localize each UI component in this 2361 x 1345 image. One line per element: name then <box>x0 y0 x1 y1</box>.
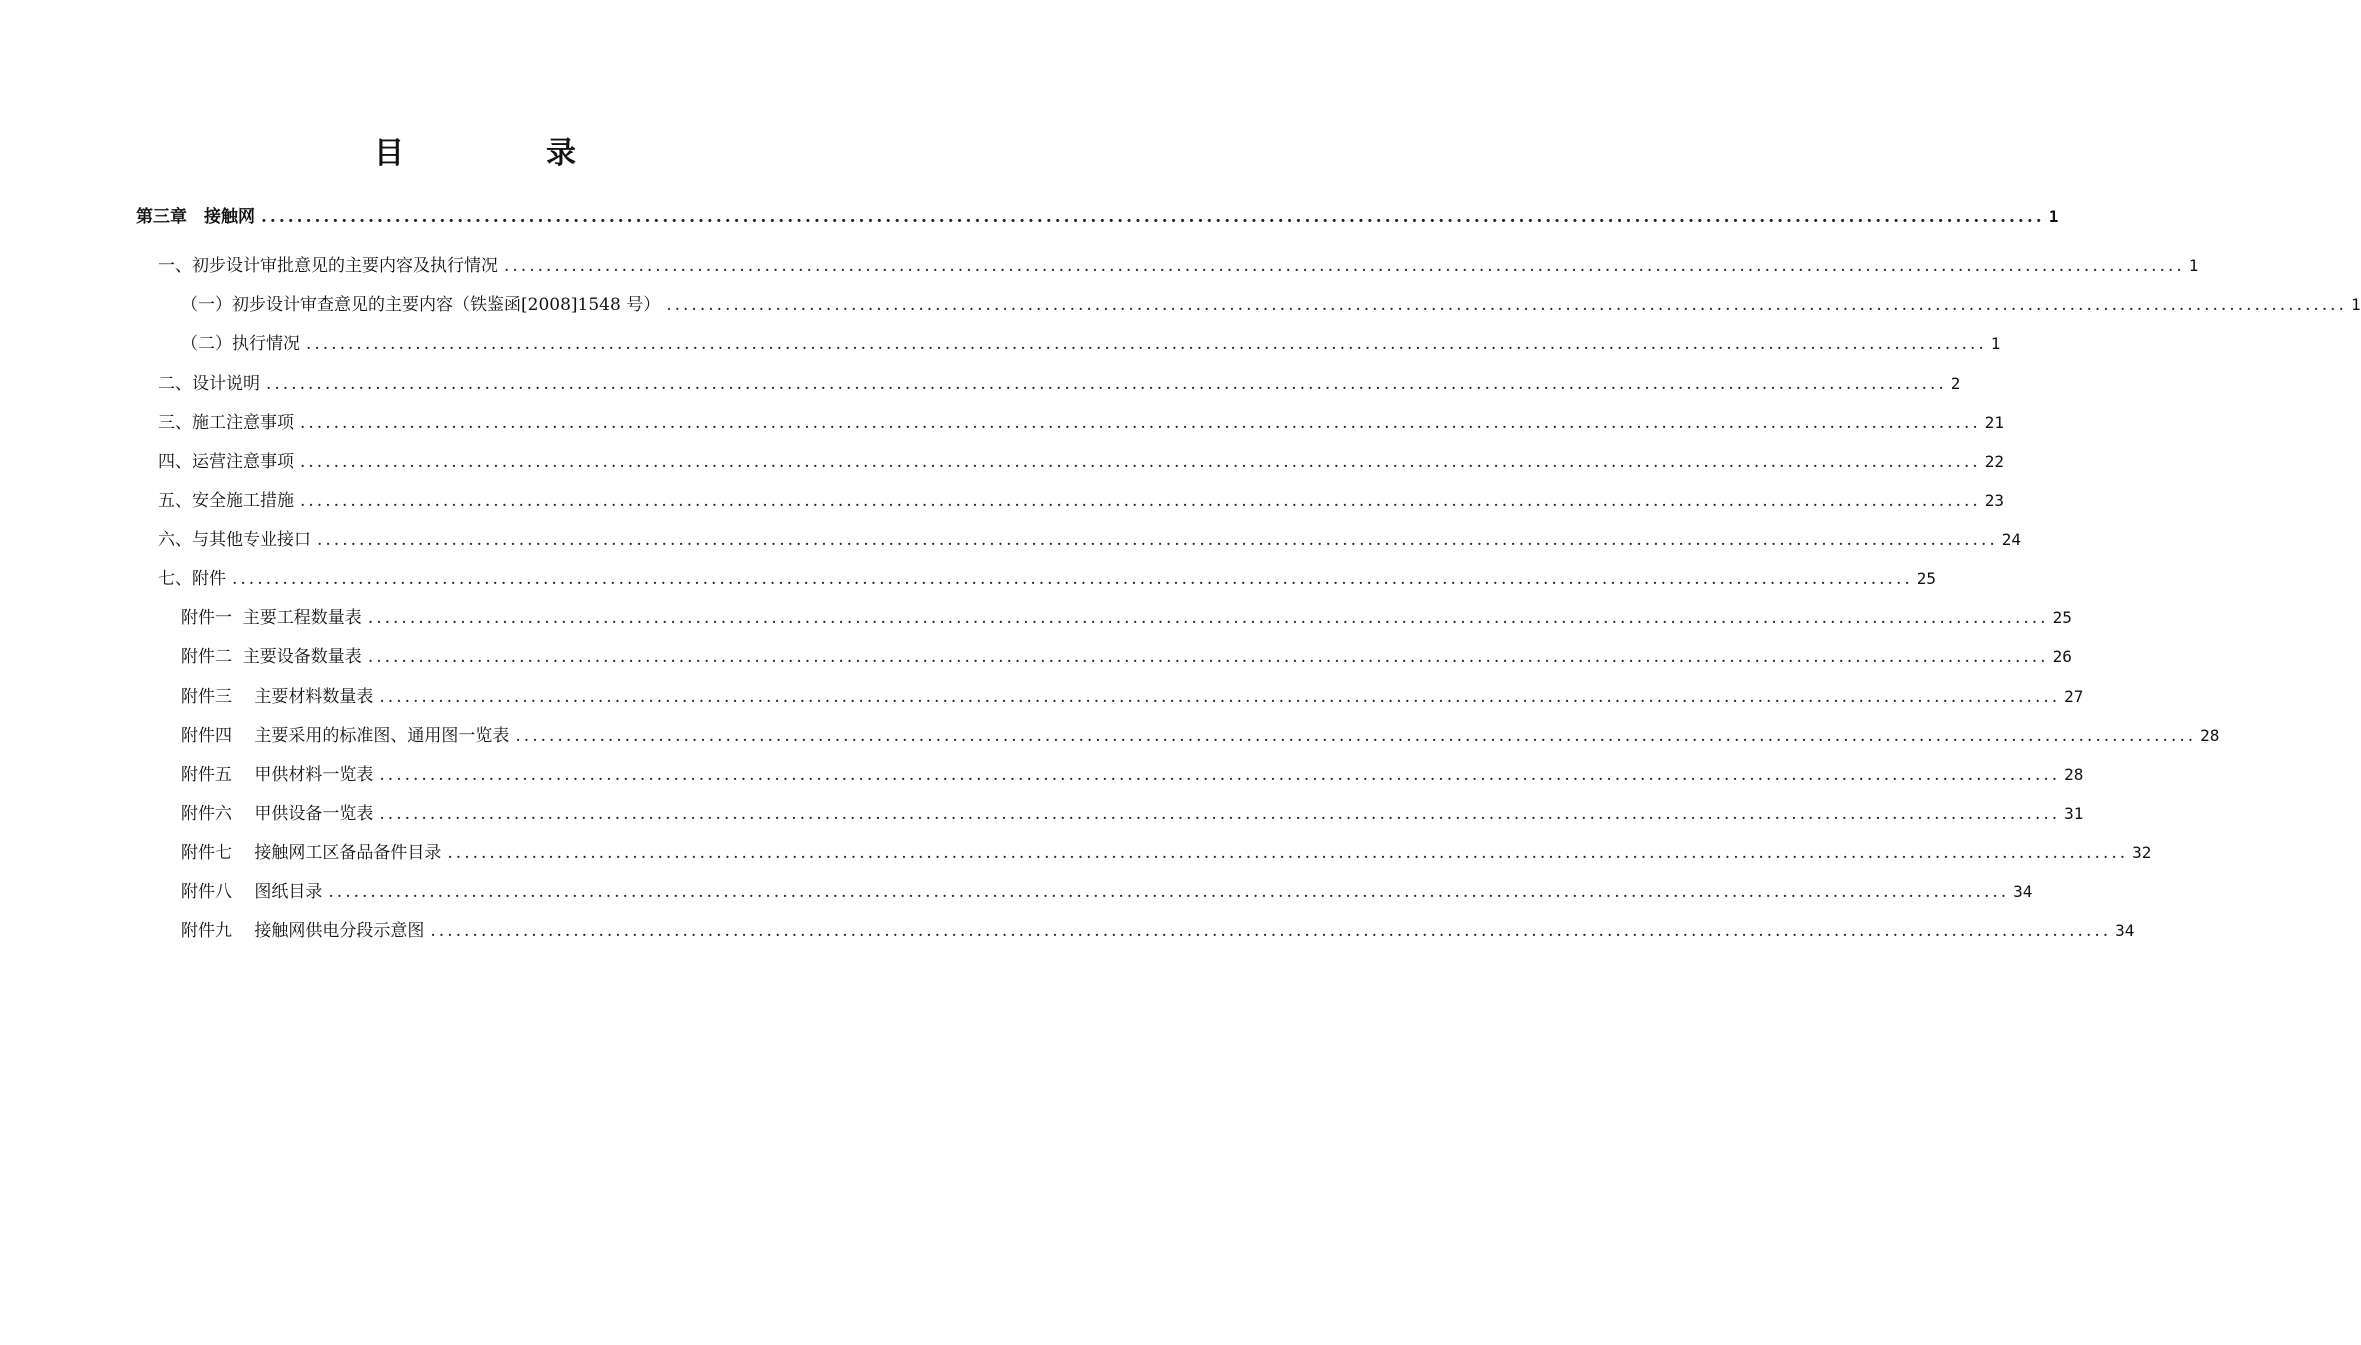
toc-entry[interactable] <box>158 564 1937 594</box>
toc-entry[interactable] <box>158 369 1961 399</box>
toc-dot-leader: ........................................................................................................................................................................................................ <box>447 843 2129 863</box>
page-title: 目 录 <box>374 136 632 171</box>
toc-entry-label: 附件一 主要工程数量表 <box>181 608 362 628</box>
toc-entry[interactable] <box>181 838 2152 868</box>
toc-dot-leader: ........................................................................................................................................................................................................ <box>379 687 2061 707</box>
toc-entry[interactable] <box>181 290 2361 320</box>
toc-page-number: 24 <box>2001 530 2022 549</box>
toc-entry[interactable] <box>181 916 2135 946</box>
toc-entry-label: 附件七 接触网工区备品备件目录 <box>181 843 442 863</box>
toc-entry[interactable] <box>158 525 2022 555</box>
toc-page-number: 28 <box>2064 765 2084 784</box>
toc-dot-leader: ........................................................................................................................................................................................................ <box>306 334 1987 354</box>
toc-dot-leader: ........................................................................................................................................................................................................ <box>266 374 1947 394</box>
toc-page-number: 25 <box>2052 608 2072 627</box>
toc-entry-label: 二、设计说明 <box>158 374 260 394</box>
toc-entry-label: 附件六 甲供设备一览表 <box>181 804 374 824</box>
toc-dot-leader: ........................................................................................................................................................................................................ <box>328 882 2010 902</box>
toc-dot-leader: ........................................................................................................................................................................................................ <box>232 569 1913 589</box>
toc-entry[interactable] <box>158 251 2199 281</box>
toc-page-number: 22 <box>1984 452 2005 471</box>
toc-entry-label: 三、施工注意事项 <box>158 413 294 433</box>
toc-page-number: 34 <box>2013 882 2033 901</box>
toc-page-number: 34 <box>2115 921 2135 940</box>
toc-dot-leader: ........................................................................................................................................................................................................ <box>430 921 2112 941</box>
toc-entry[interactable] <box>158 447 2005 477</box>
toc-page-number: 1 <box>2350 295 2361 314</box>
toc-entry-label: （二）执行情况 <box>181 334 300 354</box>
toc-dot-leader: ........................................................................................................................................................................................................ <box>666 295 2347 315</box>
toc-entry[interactable] <box>158 486 2005 516</box>
toc-entry-label: 附件八 图纸目录 <box>181 882 323 902</box>
toc-page-number: 1 <box>2048 207 2059 226</box>
toc-entry-label: 五、安全施工措施 <box>158 491 294 511</box>
toc-entry[interactable] <box>181 877 2033 907</box>
toc-entry[interactable] <box>181 799 2084 829</box>
toc-dot-leader: ........................................................................................................................................................................................................ <box>367 647 2049 667</box>
toc-entry[interactable] <box>181 603 2072 633</box>
toc-entry[interactable] <box>181 682 2084 712</box>
toc-dot-leader: ........................................................................................................................................................................................................ <box>504 256 2185 276</box>
toc-page-number: 26 <box>2052 647 2072 666</box>
toc-entry-label: 七、附件 <box>158 569 226 589</box>
toc-dot-leader: ........................................................................................................................................................................................................ <box>317 530 1998 550</box>
toc-dot-leader: ........................................................................................................................................................................................................ <box>379 804 2061 824</box>
toc-entry-label: 六、与其他专业接口 <box>158 530 311 550</box>
toc-entry-label: 附件九 接触网供电分段示意图 <box>181 921 425 941</box>
toc-dot-leader: ........................................................................................................................................................................................................ <box>300 452 1981 472</box>
toc-page-number: 27 <box>2064 687 2084 706</box>
toc-entry-label: 四、运营注意事项 <box>158 452 294 472</box>
toc-page-number: 32 <box>2132 843 2152 862</box>
toc-dot-leader: ........................................................................................................................................................................................................ <box>515 726 2197 746</box>
toc-entry-label: 附件五 甲供材料一览表 <box>181 765 374 785</box>
toc-entry[interactable] <box>181 721 2220 751</box>
toc-page-number: 25 <box>1916 569 1937 588</box>
toc-entry-label: 第三章 接触网 <box>136 207 255 227</box>
toc-page-number: 1 <box>1990 334 2001 353</box>
toc-dot-leader: ........................................................................................................................................................................................................ <box>300 491 1981 511</box>
toc-page-number: 2 <box>1950 374 1961 393</box>
toc-page-number: 28 <box>2200 726 2220 745</box>
toc-entry-label: 附件三 主要材料数量表 <box>181 687 374 707</box>
toc-page-number: 31 <box>2064 804 2084 823</box>
toc-entry[interactable] <box>158 408 2005 438</box>
toc-entry-label: 一、初步设计审批意见的主要内容及执行情况 <box>158 256 498 276</box>
toc-entry[interactable] <box>181 329 2001 359</box>
toc-entry[interactable] <box>181 642 2072 672</box>
toc-entry[interactable] <box>181 760 2084 790</box>
toc-dot-leader: ........................................................................................................................................................................................................ <box>300 413 1981 433</box>
toc-page-number: 21 <box>1984 413 2005 432</box>
toc-entry-label: 附件四 主要采用的标准图、通用图一览表 <box>181 726 510 746</box>
toc-entry-label: （一）初步设计审查意见的主要内容（铁鉴函[2008]1548 号） <box>181 295 661 315</box>
toc-entry-label: 附件二 主要设备数量表 <box>181 647 362 667</box>
toc-entry[interactable] <box>136 202 2059 232</box>
toc-page-number: 1 <box>2188 256 2199 275</box>
toc-page-number: 23 <box>1984 491 2005 510</box>
toc-dot-leader: ........................................................................................................................................................................................................ <box>379 765 2061 785</box>
toc-dot-leader: ........................................................................................................................................................................................................ <box>261 207 2045 227</box>
toc-dot-leader: ........................................................................................................................................................................................................ <box>367 608 2049 628</box>
